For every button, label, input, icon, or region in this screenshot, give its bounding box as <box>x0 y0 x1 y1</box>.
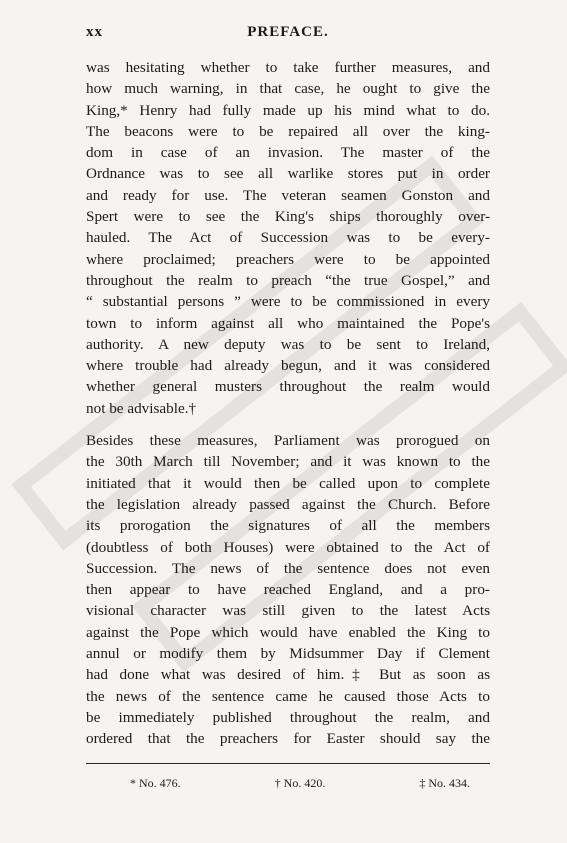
text-line: King,* Henry had fully made up his mind what to do. <box>86 101 490 119</box>
text-line: was hesitating whether to take further measures, and <box>86 59 490 76</box>
footnote-1: * No. 476. <box>130 776 181 790</box>
text-line: The beacons were to be repaired all over the king- <box>86 122 490 140</box>
text-line: where trouble had already begun, and it was considered <box>86 357 490 375</box>
text-line: whether general musters throughout the realm would <box>86 378 490 396</box>
text-line: hauled. The Act of Succession was to be every- <box>86 229 490 247</box>
text-line: and ready for use. The veteran seamen Gonston and <box>86 186 490 204</box>
text-line: annul or modify them by Midsummer Day if Clement <box>86 645 490 663</box>
text-line: the news of the sentence came he caused those Acts to <box>86 687 490 705</box>
text-line: initiated that it would then be called upon to complete <box>86 474 490 492</box>
text-line: be immediately published throughout the realm, and <box>86 708 490 726</box>
running-head <box>86 24 490 44</box>
text-line: throughout the realm to preach “the true Gospel,” and <box>86 271 490 289</box>
text-line: had done what was desired of him.‡ But as soon as <box>86 666 490 684</box>
text-line: Spert were to see the King's ships thoroughly over- <box>86 208 490 226</box>
text-line: where proclaimed; preachers were to be appointed <box>86 250 490 268</box>
paragraph-2 <box>86 430 490 749</box>
footnote-rule <box>86 763 490 764</box>
text-line: authority. A new deputy was to be sent to Ireland, <box>86 335 490 353</box>
paragraph-1 <box>86 57 490 419</box>
body-text <box>86 57 490 750</box>
text-line: the legislation already passed against the Church. Before <box>86 495 490 513</box>
text-line: then appear to have reached England, and a pro- <box>86 581 490 599</box>
text-line: Ordnance was to see all warlike stores put in order <box>86 165 490 183</box>
text-line: how much warning, in that case, he ought to give the <box>86 80 490 98</box>
text-line: town to inform against all who maintained the Pope's <box>86 314 490 332</box>
running-title: PREFACE. <box>247 24 329 40</box>
text-line: (doubtless of both Houses) were obtained to the Act of <box>86 538 490 556</box>
text-line: Succession. The news of the sentence does not even <box>86 559 490 577</box>
text-line: “ substantial persons ” were to be commissioned in every <box>86 293 490 311</box>
footnote-3: ‡ No. 434. <box>419 776 470 790</box>
footnotes <box>130 776 470 791</box>
footnote-2: † No. 420. <box>274 776 326 790</box>
text-line: Besides these measures, Parliament was prorogued on <box>86 432 490 450</box>
text-line: against the Pope which would have enabled the King to <box>86 623 490 641</box>
text-line: dom in case of an invasion. The master of the <box>86 144 490 162</box>
text-line: the 30th March till November; and it was known to the <box>86 453 490 471</box>
page-number: xx <box>86 24 103 40</box>
text-line: not be advisable.† <box>86 399 197 417</box>
text-line: its prorogation the signatures of all the members <box>86 517 490 535</box>
text-line: ordered that the preachers for Easter should say the <box>86 730 490 748</box>
text-line: visional character was still given to the latest Acts <box>86 602 490 620</box>
